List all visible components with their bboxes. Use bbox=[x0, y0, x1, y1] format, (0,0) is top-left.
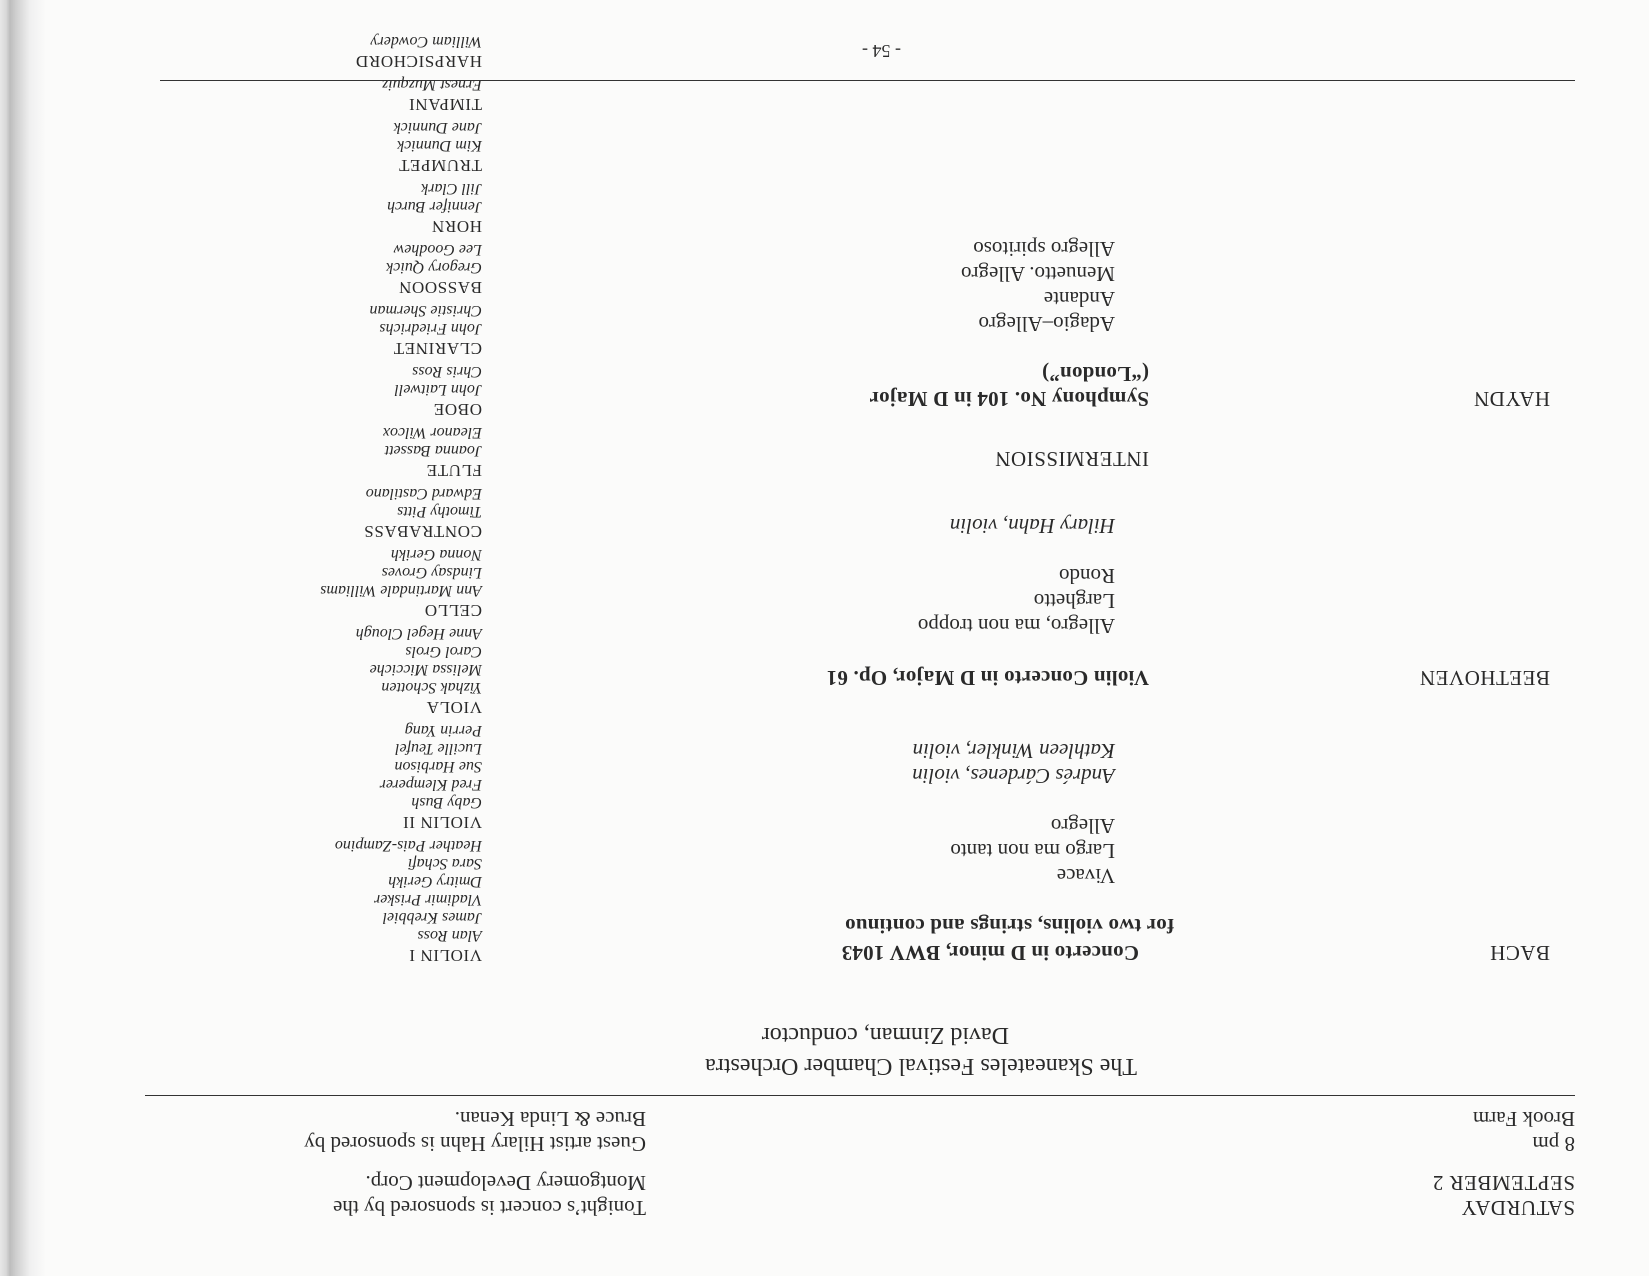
roster-name: Nonna Gerikh bbox=[390, 546, 482, 563]
sponsor-line-4: Bruce & Linda Kenan. bbox=[454, 1107, 646, 1131]
haydn-movement-3: Menuetto. Allegro bbox=[961, 262, 1115, 286]
haydn-movement-1: Adagio–Allegro bbox=[978, 312, 1115, 336]
roster-name: Timothy Pitts bbox=[397, 503, 482, 520]
roster-name: Sue Harbison bbox=[394, 758, 482, 775]
roster-name: Melissa Micciche bbox=[369, 661, 482, 678]
concert-day: SATURDAY bbox=[1460, 1196, 1575, 1220]
roster-section: CONTRABASS bbox=[363, 522, 482, 541]
roster-name: Yizhak Schotten bbox=[381, 679, 482, 696]
beethoven-movement-1: Allegro, ma non troppo bbox=[917, 614, 1115, 638]
roster-section: VIOLIN I bbox=[408, 946, 482, 965]
roster-section: FLUTE bbox=[426, 461, 482, 480]
roster-name: Ernest Muzquiz bbox=[382, 76, 482, 93]
roster-section: HORN bbox=[431, 217, 482, 236]
roster-name: John Friedrichs bbox=[379, 320, 482, 337]
beethoven-movement-3: Rondo bbox=[1058, 564, 1115, 588]
roster-name: Eleanor Wilcox bbox=[382, 424, 482, 441]
bach-movement-2: Largo ma non tanto bbox=[950, 839, 1115, 863]
roster-section: TRUMPET bbox=[398, 156, 482, 175]
roster-name: Jill Clark bbox=[421, 180, 482, 197]
bach-title: Concerto in D minor, BWV 1043 bbox=[841, 941, 1139, 965]
roster-name: Heather Pais-Zampino bbox=[334, 837, 482, 854]
roster-section: VIOLIN II bbox=[402, 813, 482, 832]
bach-movement-3: Allegro bbox=[1050, 814, 1115, 838]
roster-name: Lee Goodhew bbox=[393, 241, 482, 258]
roster-section: BASSOON bbox=[398, 278, 482, 297]
roster-name: Ann Martindale Williams bbox=[320, 582, 482, 599]
bach-soloist-2: Kathleen Winkler, violin bbox=[912, 739, 1115, 763]
composer-bach: BACH bbox=[1489, 941, 1550, 965]
roster-section: HARPSICHORD bbox=[355, 52, 482, 71]
roster-name: Gaby Bush bbox=[411, 794, 482, 811]
roster-name: Sara Schafi bbox=[407, 855, 482, 872]
concert-date: SEPTEMBER 2 bbox=[1432, 1171, 1575, 1195]
roster-section: OBOE bbox=[433, 400, 482, 419]
conductor-line: David Zinman, conductor bbox=[761, 1022, 1009, 1048]
sponsor-line-2: Montgomery Development Corp. bbox=[365, 1171, 646, 1195]
footer-rule bbox=[160, 80, 1575, 81]
haydn-movement-4: Allegro spiritoso bbox=[973, 237, 1115, 261]
bach-title-2: for two violins, strings and continuo bbox=[844, 914, 1174, 938]
sponsor-line-3: Guest artist Hilary Hahn is sponsored by bbox=[304, 1132, 646, 1156]
roster-name: John Laitwell bbox=[394, 381, 482, 398]
roster-section: CELLO bbox=[424, 601, 482, 620]
header-rule bbox=[145, 1095, 1575, 1096]
page-number: - 54 - bbox=[862, 41, 901, 61]
beethoven-soloist: Hilary Hahn, violin bbox=[949, 514, 1115, 538]
scan-shadow bbox=[0, 0, 46, 1276]
roster-section: TIMPANI bbox=[408, 95, 482, 114]
haydn-title: Symphony No. 104 in D Major bbox=[869, 387, 1149, 411]
roster-name: Jennifer Burch bbox=[387, 198, 482, 215]
roster-name: Alan Ross bbox=[417, 927, 482, 944]
roster-name: Carol Grols bbox=[405, 643, 482, 660]
composer-beethoven: BEETHOVEN bbox=[1419, 666, 1550, 690]
roster-name: Anne Hegel Clough bbox=[355, 625, 482, 642]
concert-time: 8 pm bbox=[1532, 1132, 1575, 1156]
roster-name: Gregory Quick bbox=[386, 259, 482, 276]
roster-name: Fred Klemperer bbox=[379, 776, 482, 793]
roster-name: Lucille Teufel bbox=[395, 740, 482, 757]
beethoven-movement-2: Larghetto bbox=[1033, 589, 1115, 613]
roster-name: Vladimir Prisker bbox=[374, 891, 482, 908]
beethoven-title: Violin Concerto in D Major, Op. 61 bbox=[826, 666, 1149, 690]
roster-name: Chris Ross bbox=[412, 363, 482, 380]
haydn-movement-2: Andante bbox=[1043, 287, 1115, 311]
sponsor-line-1: Tonight’s concert is sponsored by the bbox=[333, 1196, 646, 1220]
roster-section: CLARINET bbox=[393, 339, 482, 358]
roster-name: Jane Dunnick bbox=[393, 119, 482, 136]
concert-venue: Brook Farm bbox=[1472, 1107, 1575, 1131]
roster-name: James Krebbiel bbox=[382, 909, 482, 926]
intermission: INTERMISSION bbox=[994, 447, 1149, 471]
roster-name: Lindsay Groves bbox=[381, 564, 482, 581]
orchestra-name: The Skaneateles Festival Chamber Orchestra bbox=[705, 1053, 1137, 1079]
roster-name: Edward Castilano bbox=[365, 485, 482, 502]
haydn-title-2: (“London”) bbox=[1041, 362, 1149, 386]
roster-name: Kim Dunnick bbox=[397, 137, 482, 154]
bach-soloist-1: Andrés Cárdenes, violin bbox=[912, 764, 1115, 788]
roster-section: VIOLA bbox=[426, 698, 482, 717]
roster-name: Christie Sherman bbox=[369, 302, 482, 319]
roster-name: Joanna Bassett bbox=[384, 442, 482, 459]
composer-haydn: HAYDN bbox=[1473, 387, 1550, 411]
bach-movement-1: Vivace bbox=[1056, 864, 1115, 888]
roster-name: Perrin Yang bbox=[404, 722, 482, 739]
roster-name: William Cowdery bbox=[370, 33, 482, 50]
roster-name: Dmitry Gerikh bbox=[388, 873, 482, 890]
